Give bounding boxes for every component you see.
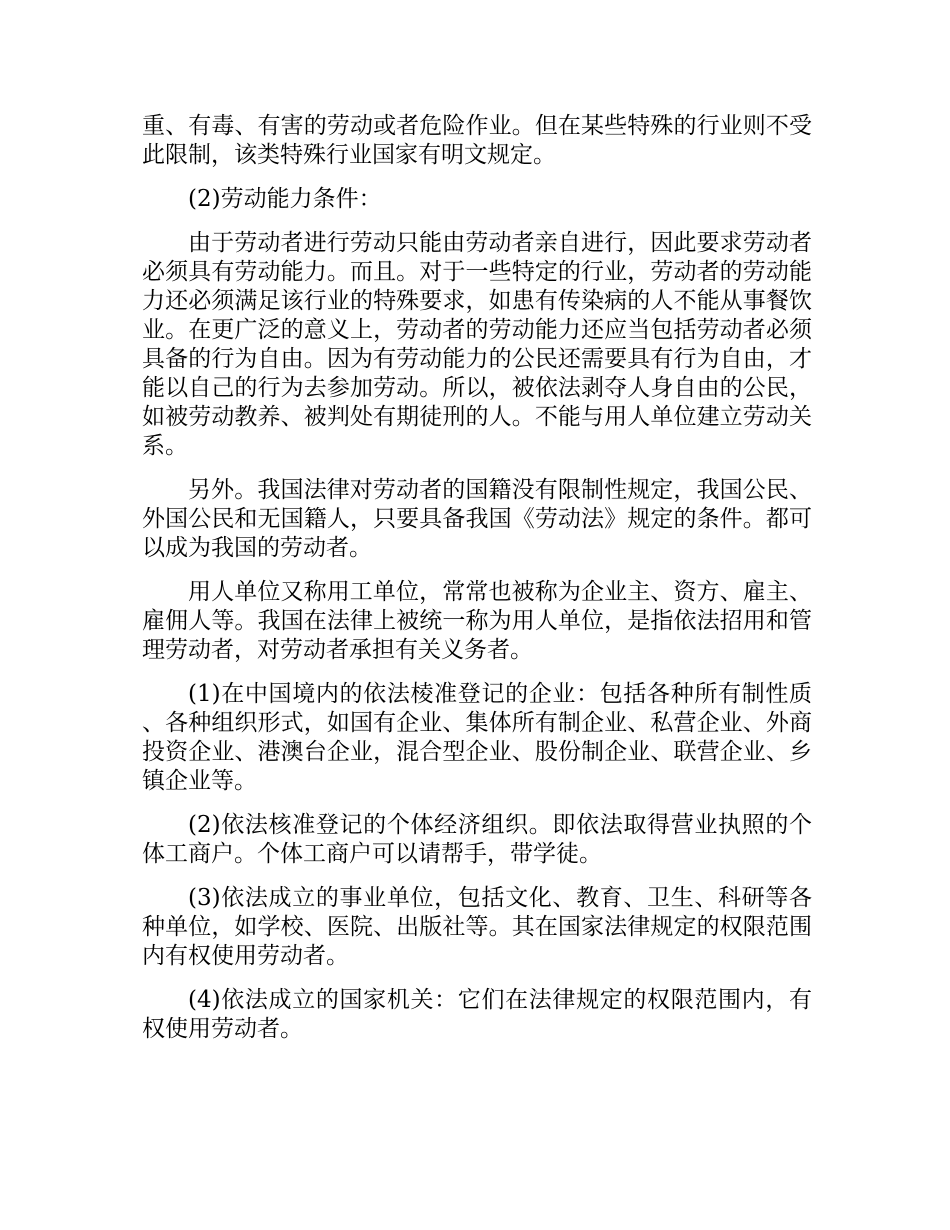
paragraph-item-enterprises: (1)在中国境内的依法棱准登记的企业：包括各种所有制性质、各种组织形式，如国有企业、集体所有制企业、私营企业、外商投资企业、港澳台企业，混合型企业、股份制企业、联营企业、乡镇企业等。 [142, 681, 812, 794]
paragraph-nationality: 另外。我国法律对劳动者的国籍没有限制性规定，我国公民、外国公民和无国籍人，只要具备我国《劳动法》规定的条件。都可以成为我国的劳动者。 [142, 477, 812, 561]
paragraph-continued-restriction: 重、有毒、有害的劳动或者危险作业。但在某些特殊的行业则不受此限制，该类特殊行业国家有明文规定。 [142, 113, 812, 168]
document-body [142, 112, 812, 1059]
paragraph-item-state-organs: (4)依法成立的国家机关：它们在法律规定的权限范围内，有权使用劳动者。 [142, 987, 812, 1042]
paragraph-employer-definition: 用人单位又称用工单位，常常也被称为企业主、资方、雇主、雇佣人等。我国在法律上被统一称为用人单位，是指依法招用和管理劳动者，对劳动者承担有关义务者。 [142, 579, 812, 663]
paragraph-labor-capacity: 由于劳动者进行劳动只能由劳动者亲自进行，因此要求劳动者必须具有劳动能力。而且。对于一些特定的行业，劳动者的劳动能力还必须满足该行业的特殊要求，如患有传染病的人不能从事餐饮业。在更广泛的意义上，劳动者的劳动能力还应当包括劳动者必须具备的行为自由。因为有劳动能力的公民还需要具有行为自由，才能以自己的行为去参加劳动。所以，被依法剥夺人身自由的公民，如被劳动教养、被判处有期徒刑的人。不能与用人单位建立劳动关系。 [142, 230, 812, 459]
paragraph-heading-labor-capacity: (2)劳动能力条件： [188, 186, 382, 212]
paragraph-item-individual-business: (2)依法核准登记的个体经济组织。即依法取得营业执照的个体工商户。个体工商户可以请帮手，带学徒。 [142, 812, 812, 867]
paragraph-item-public-institutions: (3)依法成立的事业单位，包括文化、教育、卫生、科研等各种单位，如学校、医院、出版社等。其在国家法律规定的权限范围内有权使用劳动者。 [142, 885, 812, 969]
